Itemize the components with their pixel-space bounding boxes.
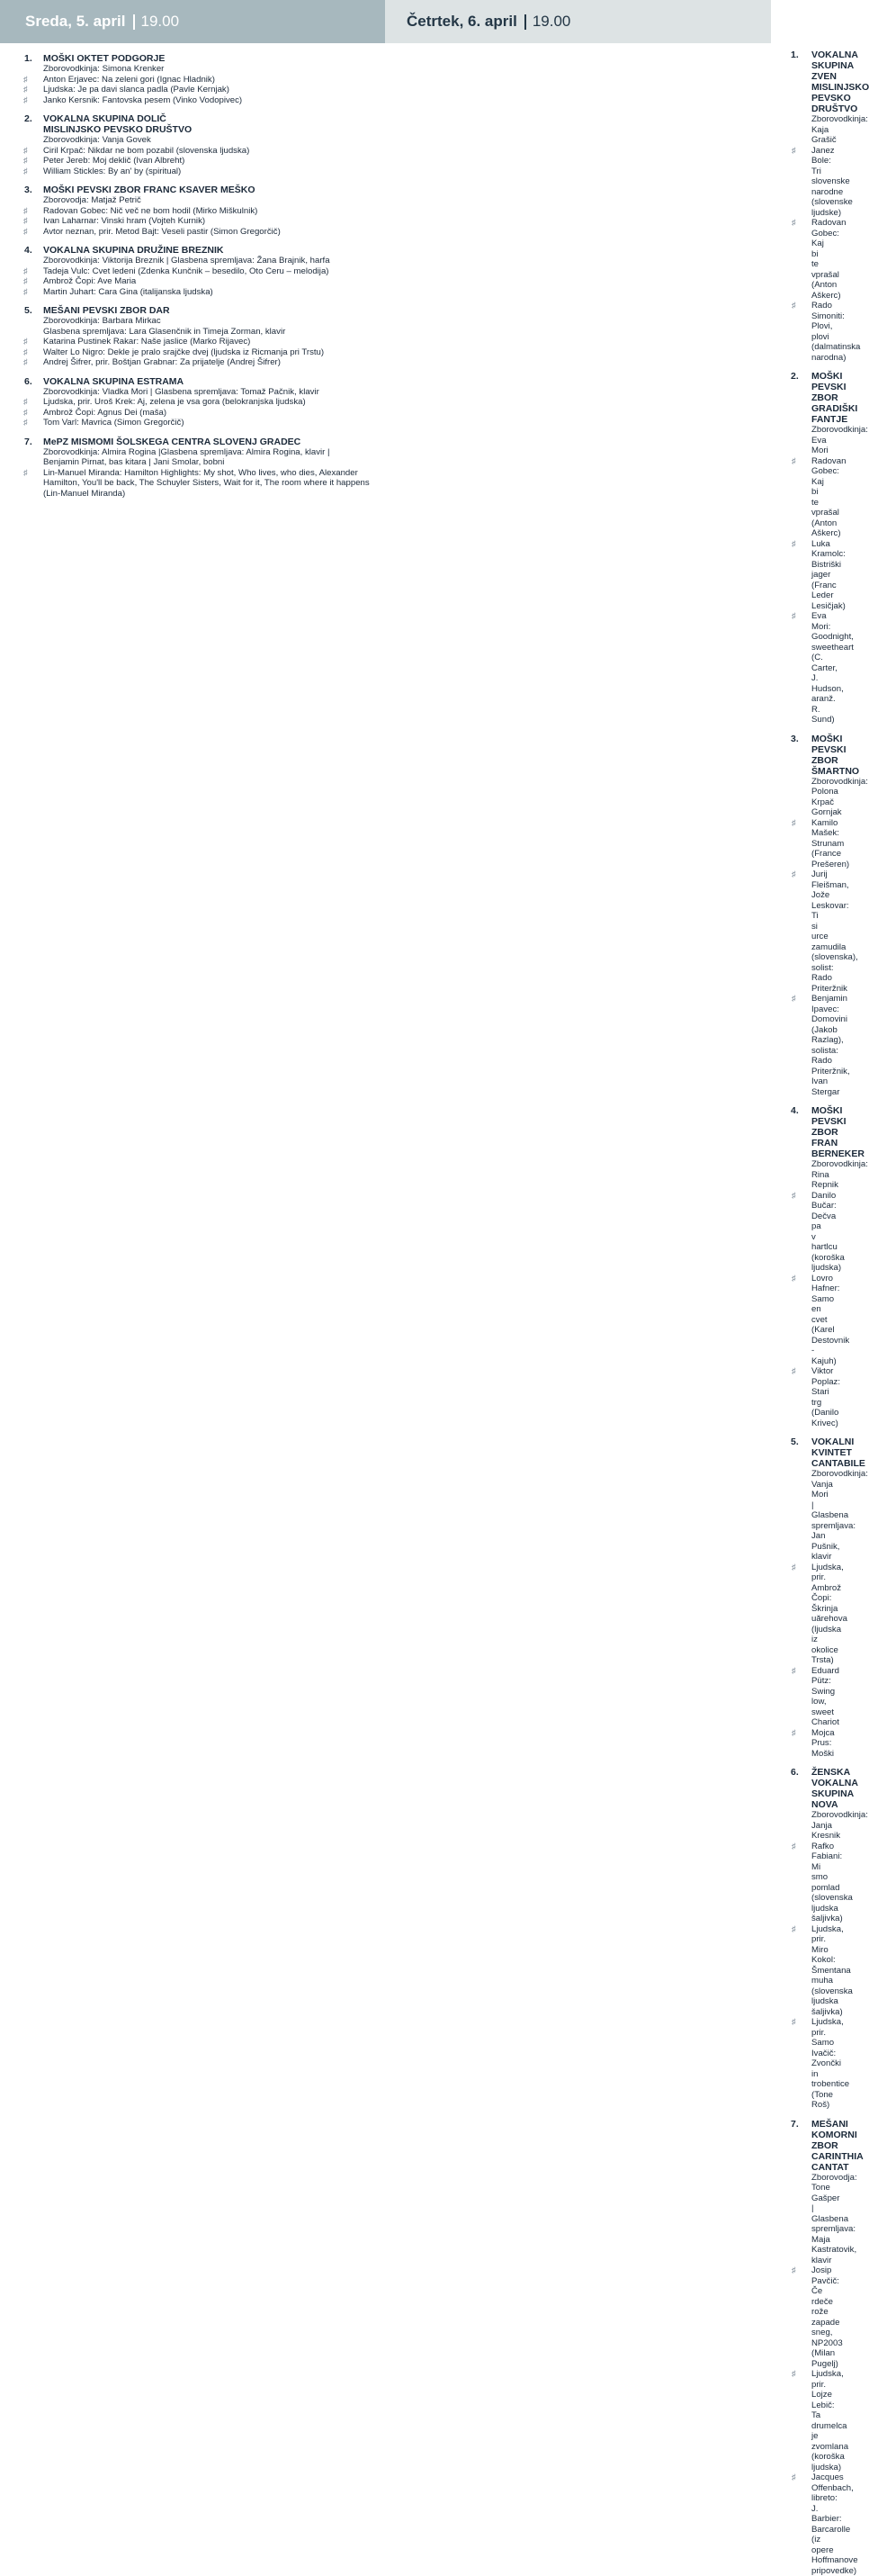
song-line: [43, 418, 385, 428]
item-number: 6.: [24, 376, 32, 387]
song-line: [43, 85, 385, 95]
conductor-line: Zborovodkinja: Vladka Mori | Glasbena spremljava: Tomaž Pačnik, klavir: [43, 387, 385, 398]
item-body: [43, 437, 385, 500]
program-item: [0, 305, 385, 368]
song-text: Ciril Krpač: Nikdar ne bom pozabil (slovenska ljudska): [43, 146, 249, 156]
song-marker-icon: ♯: [23, 167, 28, 177]
song-marker-icon: ♯: [792, 2265, 796, 2276]
song-marker-icon: ♯: [23, 85, 28, 95]
song-text: Rafko Fabiani: Mi smo pomlad (slovenska ljudska šaljivka): [811, 1842, 853, 1924]
song-text: Radovan Gobec: Nič več ne bom hodil (Mirko Miškulnik): [43, 206, 257, 216]
song-marker-icon: ♯: [792, 2369, 796, 2380]
song-text: Eva Mori: Goodnight, sweetheart (C. Carter, J. Hudson, aranž. R. Sund): [811, 611, 854, 725]
song-text: Ljudska, prir. Uroš Krek: Aj, zelena je vsa gora (belokranjska ljudska): [43, 397, 306, 407]
song-marker-icon: ♯: [792, 611, 796, 622]
song-text: Kamilo Mašek: Strunam (France Prešeren): [811, 818, 849, 869]
song-text: Jacques Offenbach, libreto: J. Barbier: Barcarolle (iz opere Hoffmanove pripovedke): [811, 2472, 858, 2576]
program-item: [0, 185, 385, 237]
song-line: [43, 75, 385, 86]
song-marker-icon: ♯: [792, 2017, 796, 2028]
program-list: [385, 43, 771, 2576]
song-line: [43, 216, 385, 227]
song-text: Ljudska, prir. Miro Kokol: Šmentana muha (slovenska ljudska šaljivka): [811, 1924, 853, 2017]
song-text: Viktor Poplaz: Stari trg (Danilo Krivec): [811, 1366, 840, 1428]
item-body: [43, 305, 385, 368]
item-body: [43, 113, 385, 176]
choir-name: MePZ MISMOMI ŠOLSKEGA CENTRA SLOVENJ GRADEC: [43, 437, 385, 447]
item-number: 5.: [24, 305, 32, 316]
song-text: Anton Erjavec: Na zeleni gori (Ignac Hladnik): [43, 75, 215, 85]
song-marker-icon: ♯: [792, 2472, 796, 2483]
song-marker-icon: ♯: [792, 1842, 796, 1852]
song-text: Walter Lo Nigro: Dekle je pralo srajčke dvej (ljudska iz Ricmanja pri Trstu): [43, 347, 324, 357]
song-text: Lin-Manuel Miranda: Hamilton Highlights: My shot, Who lives, who dies, Alexander Hamilton, You'll be back, The Schuyler Sisters, Wait for it, The room where it happens (Lin-Manuel Miranda): [43, 468, 370, 499]
item-number: 7.: [24, 437, 32, 447]
song-text: Katarina Pustinek Rakar: Naše jaslice (Marko Rijavec): [43, 337, 250, 347]
item-number: 4.: [24, 245, 32, 256]
song-line: [43, 408, 385, 419]
item-number: 3.: [791, 734, 799, 744]
song-marker-icon: ♯: [23, 216, 28, 227]
program-page: [0, 0, 771, 564]
day-label: Sreda, 5. april: [25, 13, 126, 31]
program-item: 5. VOKALNI KVINTET CANTABILE Zborovodkinja: Vanja Mori | Glasbena spremljava: Jan Pušnik, klavir ♯ Ljudska, prir. Ambrož Čopi: Škrinja uărehova (ljudska iz okolice Trsta) ♯ Eduard Pütz: Swing low, sweet Chariot ♯ Mojca Prus: Moški: [385, 1437, 771, 1759]
item-body: [43, 376, 385, 428]
song-line: [43, 206, 385, 217]
conductor-line: Benjamin Pirnat, bas kitara | Jani Smolar, bobni: [43, 457, 385, 468]
conductor-line: Zborovodkinja: Viktorija Breznik | Glasbena spremljava: Žana Brajnik, harfa: [43, 256, 385, 266]
song-text: Benjamin Ipavec: Domovini (Jakob Razlag), solista: Rado Priteržnik, Ivan Stergar: [811, 994, 850, 1097]
song-line: [43, 337, 385, 347]
conductor-line: Zborovodkinja: Barbara Mirkac: [43, 316, 385, 327]
day-label: Četrtek, 6. april: [407, 13, 517, 31]
header-divider: [524, 14, 526, 30]
song-marker-icon: ♯: [23, 266, 28, 277]
choir-name: VOKALNA SKUPINA DRUŽINE BREZNIK: [43, 245, 385, 256]
conductor-line: Zborovodja: Matjaž Petrič: [43, 195, 385, 206]
item-number: 5.: [791, 1437, 799, 1447]
song-text: Janko Kersnik: Fantovska pesem (Vinko Vodopivec): [43, 95, 242, 105]
program-item: 4. MOŠKI PEVSKI ZBOR FRAN BERNEKER Zborovodkinja: Rina Repnik ♯ Danilo Bučar: Dečva pa v hartlcu (koroška ljudska) ♯ Lovro Hafner: Samo en cvet (Karel Destovnik - Kajuh) ♯ Viktor Poplaz: Stari trg (Danilo Krivec): [385, 1105, 771, 1428]
song-marker-icon: ♯: [23, 337, 28, 347]
item-number: 1.: [791, 50, 799, 60]
song-line: [43, 357, 385, 368]
day-time: 19.00: [141, 13, 180, 31]
song-marker-icon: ♯: [792, 1191, 796, 1202]
song-marker-icon: ♯: [792, 1366, 796, 1377]
song-marker-icon: ♯: [792, 869, 796, 880]
program-item: [0, 113, 385, 176]
song-marker-icon: ♯: [23, 227, 28, 238]
song-marker-icon: ♯: [792, 818, 796, 829]
song-marker-icon: ♯: [23, 146, 28, 157]
song-text: Mojca Prus: Moški: [811, 1728, 835, 1759]
song-marker-icon: ♯: [23, 276, 28, 287]
song-marker-icon: ♯: [792, 539, 796, 550]
song-text: Avtor neznan, prir. Metod Bajt: Veseli pastir (Simon Gregorčič): [43, 227, 281, 237]
song-text: Martin Juhart: Cara Gina (italijanska ljudska): [43, 287, 213, 297]
song-text: Tadeja Vulc: Cvet ledeni (Zdenka Kunčnik – besedilo, Oto Ceru – melodija): [43, 266, 328, 276]
song-marker-icon: ♯: [792, 1563, 796, 1573]
song-text: Ivan Laharnar: Vinski hram (Vojteh Kurnik): [43, 216, 205, 226]
song-text: Radovan Gobec: Kaj bi te vprašal (Anton Aškerc): [811, 218, 846, 301]
song-marker-icon: ♯: [792, 994, 796, 1004]
item-number: 7.: [791, 2119, 799, 2130]
program-item: 6. ŽENSKA VOKALNA SKUPINA NOVA Zborovodkinja: Janja Kresnik ♯ Rafko Fabiani: Mi smo pomlad (slovenska ljudska šaljivka) ♯ Ljudska, prir. Miro Kokol: Šmentana muha (slovenska ljudska šaljivka) ♯ Ljudska, prir. Samo Ivačič: Zvončki in trobentice (Tone Roš): [385, 1767, 771, 2111]
item-number: 3.: [24, 185, 32, 195]
song-line: [43, 167, 385, 177]
choir-name: MOŠKI OKTET PODGORJE: [43, 53, 385, 64]
day-header: [0, 0, 385, 43]
song-marker-icon: ♯: [792, 1274, 796, 1284]
song-marker-icon: ♯: [23, 156, 28, 167]
choir-name: VOKALNA SKUPINA ESTRAMA: [43, 376, 385, 387]
item-number: 1.: [24, 53, 32, 64]
program-item: 2. MOŠKI PEVSKI ZBOR GRADIŠKI FANTJE Zborovodkinja: Eva Mori ♯ Radovan Gobec: Kaj bi te vprašal (Anton Aškerc) ♯ Luka Kramolc: Bistriški jager (Franc Leder Lesičjak) ♯ Eva Mori: Goodnight, sweetheart (C. Carter, J. Hudson, aranž. R. Sund): [385, 371, 771, 725]
song-text: Ambrož Čopi: Ave Maria: [43, 276, 136, 286]
song-line: [43, 468, 385, 500]
song-marker-icon: ♯: [23, 75, 28, 86]
day-header: [385, 0, 771, 43]
song-line: [43, 287, 385, 298]
song-text: Eduard Pütz: Swing low, sweet Chariot: [811, 1666, 839, 1728]
song-text: Josip Pavčič: Če rdeče rože zapade sneg, NP2003 (Milan Pugelj): [811, 2265, 843, 2369]
song-text: Janez Bole: Tri slovenske narodne (slovenske ljudske): [811, 146, 853, 218]
song-line: [43, 227, 385, 238]
song-marker-icon: ♯: [792, 301, 796, 311]
choir-name: VOKALNA SKUPINA DOLIČ: [43, 113, 385, 124]
header-divider: [133, 14, 135, 30]
song-line: [43, 347, 385, 358]
song-marker-icon: ♯: [23, 347, 28, 358]
item-number: 2.: [791, 371, 799, 382]
conductor-line: Zborovodkinja: Vanja Govek: [43, 135, 385, 146]
song-marker-icon: ♯: [792, 146, 796, 157]
song-marker-icon: ♯: [23, 357, 28, 368]
song-line: [43, 397, 385, 408]
item-body: [43, 185, 385, 237]
song-marker-icon: ♯: [792, 1728, 796, 1739]
song-line: [43, 156, 385, 167]
program-item: [0, 437, 385, 500]
choir-name: MEŠANI PEVSKI ZBOR DAR: [43, 305, 385, 316]
day-time: 19.00: [533, 13, 571, 31]
song-marker-icon: ♯: [23, 418, 28, 428]
item-number: 4.: [791, 1105, 799, 1116]
program-item: 7. MEŠANI KOMORNI ZBOR CARINTHIA CANTAT Zborovodja: Tone Gašper | Glasbena spremljava: Maja Kastratovik, klavir ♯ Josip Pavčič: Če rdeče rože zapade sneg, NP2003 (Milan Pugelj) ♯ Ljudska, prir. Lojze Lebič: Ta drumelca je zvomlana (koroška ljudska) ♯ Jacques Offenbach, libreto: J. Barbier: Barcarolle (iz opere Hoffmanove pripovedke): [385, 2119, 771, 2576]
day-column-thursday: [385, 0, 771, 564]
conductor-line: Glasbena spremljava: Lara Glasenčnik in Timeja Zorman, klavir: [43, 327, 385, 338]
song-marker-icon: ♯: [792, 1666, 796, 1677]
item-number: 2.: [24, 113, 32, 124]
song-line: [43, 95, 385, 106]
song-marker-icon: ♯: [23, 397, 28, 408]
song-text: Jurij Fleišman, Jože Leskovar: Ti si urce zamudila (slovenska), solist: Rado Priteržnik: [811, 869, 858, 994]
song-text: Ljudska, prir. Lojze Lebič: Ta drumelca je zvomlana (koroška ljudska): [811, 2369, 848, 2472]
song-marker-icon: ♯: [23, 468, 28, 479]
song-marker-icon: ♯: [792, 456, 796, 467]
program-item: 1. VOKALNA SKUPINA ZVEN MISLINJSKO PEVSKO DRUŠTVO Zborovodkinja: Kaja Grašič ♯ Janez Bole: Tri slovenske narodne (slovenske ljudske) ♯ Radovan Gobec: Kaj bi te vprašal (Anton Aškerc) ♯ Rado Simoniti: Plovi, plovi (dalmatinska narodna): [385, 50, 771, 363]
song-text: Radovan Gobec: Kaj bi te vprašal (Anton Aškerc): [811, 456, 846, 539]
song-marker-icon: ♯: [23, 287, 28, 298]
item-body: [43, 245, 385, 297]
item-body: [43, 53, 385, 105]
song-marker-icon: ♯: [23, 408, 28, 419]
choir-name: MISLINJSKO PEVSKO DRUŠTVO: [43, 124, 385, 135]
song-text: Ljudska, prir. Samo Ivačič: Zvončki in trobentice (Tone Roš): [811, 2017, 849, 2110]
song-marker-icon: ♯: [792, 218, 796, 229]
conductor-line: Zborovodkinja: Almira Rogina |Glasbena spremljava: Almira Rogina, klavir |: [43, 447, 385, 458]
song-marker-icon: ♯: [792, 1924, 796, 1935]
song-text: Danilo Bučar: Dečva pa v hartlcu (koroška ljudska): [811, 1191, 845, 1274]
song-text: Tom Varl: Mavrica (Simon Gregorčič): [43, 418, 184, 428]
program-item: [0, 53, 385, 105]
song-text: Ambrož Čopi: Agnus Dei (maša): [43, 408, 166, 418]
program-item: 3. MOŠKI PEVSKI ZBOR ŠMARTNO Zborovodkinja: Polona Krpač Gornjak ♯ Kamilo Mašek: Strunam (France Prešeren) ♯ Jurij Fleišman, Jože Leskovar: Ti si urce zamudila (slovenska), solist: Rado Priteržnik ♯ Benjamin Ipavec: Domovini (Jakob Razlag), solista: Rado Priteržnik, Ivan Stergar: [385, 734, 771, 1098]
item-number: 6.: [791, 1767, 799, 1778]
song-text: William Stickles: By an' by (spiritual): [43, 167, 181, 176]
program-list: [0, 43, 385, 499]
song-text: Rado Simoniti: Plovi, plovi (dalmatinska narodna): [811, 301, 860, 363]
conductor-line: Zborovodkinja: Simona Krenker: [43, 64, 385, 75]
choir-name: MOŠKI PEVSKI ZBOR FRANC KSAVER MEŠKO: [43, 185, 385, 195]
program-item: [0, 376, 385, 428]
song-text: Peter Jereb: Moj deklič (Ivan Albreht): [43, 156, 184, 166]
song-text: Ljudska, prir. Ambrož Čopi: Škrinja uărehova (ljudska iz okolice Trsta): [811, 1563, 847, 1666]
song-line: [43, 146, 385, 157]
song-line: [43, 276, 385, 287]
song-line: [43, 266, 385, 277]
song-text: Lovro Hafner: Samo en cvet (Karel Destovnik - Kajuh): [811, 1274, 849, 1366]
song-marker-icon: ♯: [23, 206, 28, 217]
song-text: Ljudska: Je pa davi slanca padla (Pavle Kernjak): [43, 85, 229, 95]
day-column-wednesday: [0, 0, 385, 564]
song-text: Luka Kramolc: Bistriški jager (Franc Leder Lesičjak): [811, 539, 846, 611]
song-text: Andrej Šifrer, prir. Boštjan Grabnar: Za prijatelje (Andrej Šifrer): [43, 357, 281, 367]
song-marker-icon: ♯: [23, 95, 28, 106]
program-item: [0, 245, 385, 297]
